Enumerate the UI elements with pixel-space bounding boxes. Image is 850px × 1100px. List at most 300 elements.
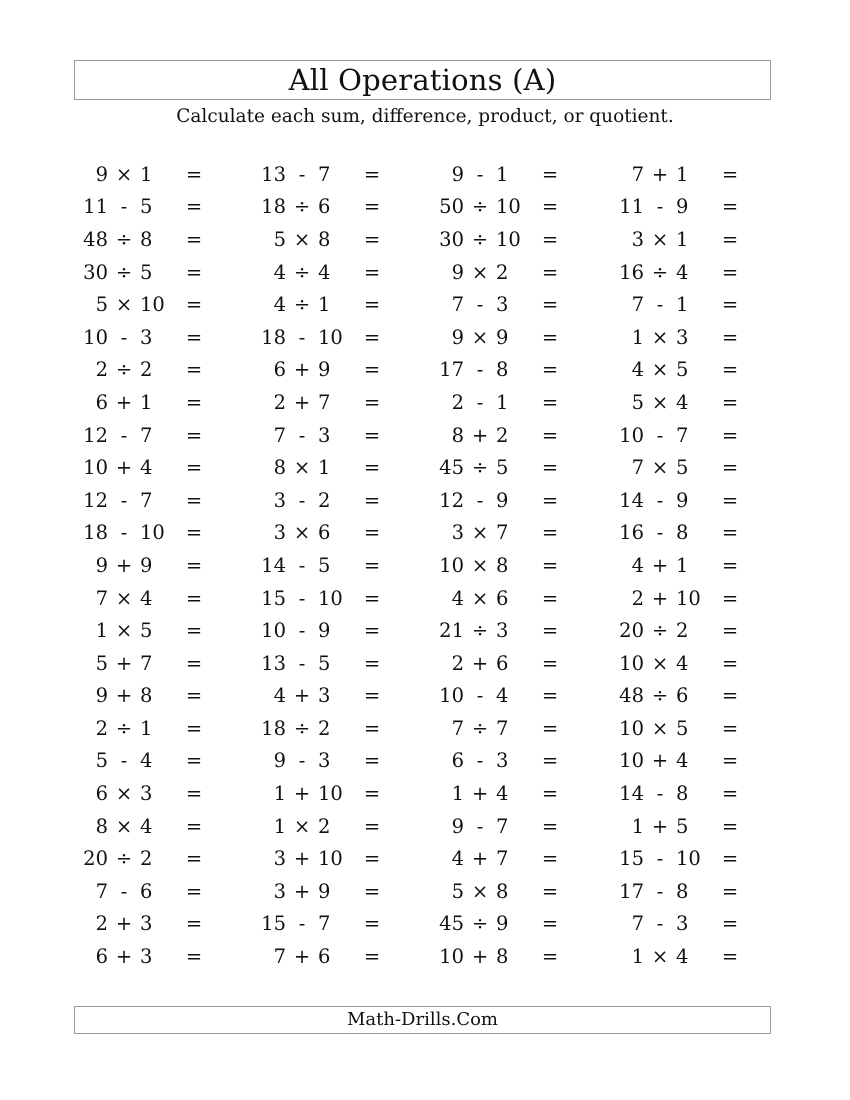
operand-b: 1 (318, 293, 331, 317)
operator: - (298, 423, 306, 447)
operand-a: 6 (95, 945, 108, 969)
operand-b: 8 (140, 227, 153, 251)
operand-a: 1 (273, 782, 286, 806)
problem (72, 680, 204, 713)
operand-a: 12 (83, 423, 108, 447)
equals-sign: = (541, 945, 559, 969)
equals-sign: = (721, 423, 739, 447)
operand-b: 8 (140, 684, 153, 708)
operand-a: 15 (261, 586, 286, 610)
operator: + (293, 782, 311, 806)
operand-b: 10 (318, 847, 343, 871)
problem-row (0, 745, 850, 778)
equals-sign: = (185, 912, 203, 936)
operand-a: 7 (451, 293, 464, 317)
operator: + (471, 782, 489, 806)
operand-b: 5 (676, 456, 689, 480)
operand-a: 10 (619, 651, 644, 675)
operand-b: 4 (140, 586, 153, 610)
operand-a: 14 (619, 488, 644, 512)
operand-b: 5 (676, 358, 689, 382)
operand-a: 17 (439, 358, 464, 382)
equals-sign: = (185, 227, 203, 251)
operator: + (471, 847, 489, 871)
operand-b: 1 (318, 456, 331, 480)
equals-sign: = (363, 749, 381, 773)
operator: - (656, 847, 664, 871)
equals-sign: = (363, 553, 381, 577)
operator: - (298, 586, 306, 610)
operand-b: 9 (318, 619, 331, 643)
problem-row (0, 256, 850, 289)
operand-a: 5 (95, 749, 108, 773)
operand-b: 2 (676, 619, 689, 643)
operand-a: 45 (439, 456, 464, 480)
operand-a: 18 (83, 521, 108, 545)
equals-sign: = (541, 684, 559, 708)
problem (250, 940, 382, 973)
operand-b: 6 (676, 684, 689, 708)
problem-row (0, 549, 850, 582)
problem (250, 386, 382, 419)
problem (250, 484, 382, 517)
operand-b: 3 (676, 325, 689, 349)
operator: - (656, 521, 664, 545)
operator: - (298, 619, 306, 643)
operator: - (476, 684, 484, 708)
equals-sign: = (721, 879, 739, 903)
operator: - (120, 749, 128, 773)
operand-b: 5 (318, 651, 331, 675)
problem-row (0, 680, 850, 713)
problem (72, 223, 204, 256)
operator: + (651, 749, 669, 773)
operand-a: 7 (631, 456, 644, 480)
problem (250, 647, 382, 680)
equals-sign: = (185, 586, 203, 610)
problem (250, 158, 382, 191)
operator: × (115, 586, 133, 610)
operand-b: 3 (140, 782, 153, 806)
equals-sign: = (541, 358, 559, 382)
equals-sign: = (541, 586, 559, 610)
operand-b: 7 (496, 814, 509, 838)
operator: - (656, 195, 664, 219)
operand-b: 3 (318, 749, 331, 773)
operand-b: 7 (140, 651, 153, 675)
problem (250, 777, 382, 810)
equals-sign: = (185, 814, 203, 838)
equals-sign: = (541, 227, 559, 251)
equals-sign: = (185, 879, 203, 903)
equals-sign: = (541, 782, 559, 806)
operator: ÷ (293, 195, 311, 219)
operator: × (471, 879, 489, 903)
operator: - (656, 293, 664, 317)
operand-a: 9 (451, 814, 464, 838)
problem-row (0, 484, 850, 517)
operator: + (293, 879, 311, 903)
problem (608, 680, 740, 713)
operand-b: 3 (140, 912, 153, 936)
equals-sign: = (185, 423, 203, 447)
equals-sign: = (185, 162, 203, 186)
problem (72, 647, 204, 680)
operator: × (651, 358, 669, 382)
problem (608, 223, 740, 256)
problem-row (0, 191, 850, 224)
operand-b: 2 (318, 716, 331, 740)
operator: × (651, 716, 669, 740)
operand-b: 10 (318, 586, 343, 610)
operand-a: 1 (631, 325, 644, 349)
problem-row (0, 517, 850, 550)
operand-a: 21 (439, 619, 464, 643)
problem-row (0, 842, 850, 875)
operand-b: 7 (496, 847, 509, 871)
problem-row (0, 158, 850, 191)
equals-sign: = (721, 684, 739, 708)
operator: - (120, 325, 128, 349)
equals-sign: = (541, 749, 559, 773)
problem (72, 875, 204, 908)
operator: × (651, 651, 669, 675)
equals-sign: = (185, 651, 203, 675)
problem (72, 712, 204, 745)
operand-a: 9 (95, 553, 108, 577)
operand-a: 3 (451, 521, 464, 545)
equals-sign: = (541, 162, 559, 186)
operand-b: 9 (318, 358, 331, 382)
operator: - (298, 651, 306, 675)
equals-sign: = (363, 945, 381, 969)
equals-sign: = (363, 195, 381, 219)
operand-b: 10 (318, 782, 343, 806)
operator: - (476, 814, 484, 838)
operator: × (115, 293, 133, 317)
operator: × (651, 945, 669, 969)
operator: ÷ (293, 260, 311, 284)
problem-grid (0, 158, 850, 973)
equals-sign: = (363, 651, 381, 675)
operand-b: 6 (496, 586, 509, 610)
operand-a: 10 (619, 749, 644, 773)
problem (608, 451, 740, 484)
equals-sign: = (363, 325, 381, 349)
operand-b: 6 (496, 651, 509, 675)
equals-sign: = (363, 619, 381, 643)
operand-b: 4 (676, 945, 689, 969)
equals-sign: = (363, 521, 381, 545)
operand-a: 1 (95, 619, 108, 643)
problem-row (0, 354, 850, 387)
operand-b: 9 (496, 488, 509, 512)
operator: - (298, 749, 306, 773)
operand-a: 2 (95, 912, 108, 936)
equals-sign: = (185, 260, 203, 284)
operand-b: 2 (140, 358, 153, 382)
operand-b: 3 (496, 749, 509, 773)
equals-sign: = (721, 619, 739, 643)
operand-b: 9 (318, 879, 331, 903)
problem (428, 158, 560, 191)
operator: + (651, 553, 669, 577)
operand-b: 8 (676, 782, 689, 806)
operator: - (298, 488, 306, 512)
problem (250, 321, 382, 354)
operand-a: 6 (273, 358, 286, 382)
operator: + (651, 586, 669, 610)
equals-sign: = (721, 586, 739, 610)
operand-b: 10 (140, 293, 165, 317)
problem (72, 745, 204, 778)
problem (428, 647, 560, 680)
operator: + (651, 162, 669, 186)
operand-b: 5 (140, 619, 153, 643)
equals-sign: = (363, 879, 381, 903)
operator: + (293, 847, 311, 871)
operand-a: 5 (95, 293, 108, 317)
problem-row (0, 386, 850, 419)
operator: + (651, 814, 669, 838)
operand-a: 3 (273, 847, 286, 871)
footer-brand: Math-Drills.Com (346, 1009, 498, 1030)
operand-a: 6 (95, 390, 108, 414)
operand-b: 5 (140, 260, 153, 284)
operand-a: 2 (95, 716, 108, 740)
operand-b: 8 (496, 879, 509, 903)
problem (250, 842, 382, 875)
operator: + (471, 423, 489, 447)
equals-sign: = (185, 390, 203, 414)
problem (428, 484, 560, 517)
problem (428, 386, 560, 419)
operand-a: 9 (273, 749, 286, 773)
problem-row (0, 614, 850, 647)
problem-row (0, 582, 850, 615)
operand-b: 9 (676, 195, 689, 219)
equals-sign: = (721, 488, 739, 512)
operator: - (656, 488, 664, 512)
operand-a: 12 (83, 488, 108, 512)
operator: - (298, 325, 306, 349)
operand-a: 7 (95, 879, 108, 903)
equals-sign: = (721, 651, 739, 675)
equals-sign: = (541, 456, 559, 480)
equals-sign: = (721, 456, 739, 480)
problem-row (0, 875, 850, 908)
operand-b: 10 (496, 227, 521, 251)
equals-sign: = (363, 716, 381, 740)
problem (72, 908, 204, 941)
equals-sign: = (721, 912, 739, 936)
equals-sign: = (541, 912, 559, 936)
equals-sign: = (185, 358, 203, 382)
operand-b: 8 (496, 358, 509, 382)
operand-a: 45 (439, 912, 464, 936)
problem (72, 842, 204, 875)
operator: ÷ (115, 260, 133, 284)
instructions: Calculate each sum, difference, product, or quotient. (176, 106, 674, 127)
problem (250, 712, 382, 745)
problem (428, 582, 560, 615)
operator: ÷ (115, 716, 133, 740)
operand-a: 9 (451, 260, 464, 284)
operator: + (115, 651, 133, 675)
problem (608, 517, 740, 550)
problem (250, 256, 382, 289)
operator: ÷ (651, 260, 669, 284)
problem-row (0, 647, 850, 680)
operator: + (293, 390, 311, 414)
problem (428, 549, 560, 582)
operand-a: 9 (95, 684, 108, 708)
operator: - (120, 195, 128, 219)
operand-b: 4 (676, 749, 689, 773)
equals-sign: = (541, 716, 559, 740)
operand-b: 4 (496, 684, 509, 708)
problem (608, 321, 740, 354)
problem-row (0, 419, 850, 452)
equals-sign: = (721, 847, 739, 871)
operand-a: 18 (261, 716, 286, 740)
operand-b: 9 (496, 325, 509, 349)
operator: × (293, 814, 311, 838)
equals-sign: = (541, 390, 559, 414)
operand-b: 4 (140, 749, 153, 773)
equals-sign: = (363, 162, 381, 186)
operand-b: 10 (318, 325, 343, 349)
operand-a: 1 (451, 782, 464, 806)
operand-b: 4 (496, 782, 509, 806)
equals-sign: = (541, 195, 559, 219)
equals-sign: = (541, 423, 559, 447)
equals-sign: = (721, 162, 739, 186)
equals-sign: = (363, 293, 381, 317)
operand-a: 15 (619, 847, 644, 871)
equals-sign: = (721, 195, 739, 219)
operand-a: 2 (273, 390, 286, 414)
equals-sign: = (185, 325, 203, 349)
equals-sign: = (363, 782, 381, 806)
problem (608, 288, 740, 321)
operator: - (298, 553, 306, 577)
operand-a: 13 (261, 162, 286, 186)
operand-a: 16 (619, 260, 644, 284)
operator: - (476, 162, 484, 186)
operand-a: 5 (95, 651, 108, 675)
operand-a: 4 (631, 358, 644, 382)
operator: - (656, 423, 664, 447)
problem (428, 517, 560, 550)
operand-a: 8 (273, 456, 286, 480)
operand-a: 7 (273, 945, 286, 969)
problem (428, 940, 560, 973)
operand-a: 7 (631, 162, 644, 186)
operand-a: 9 (95, 162, 108, 186)
operator: - (120, 879, 128, 903)
operand-a: 2 (631, 586, 644, 610)
operator: + (115, 456, 133, 480)
problem (250, 582, 382, 615)
operator: + (115, 684, 133, 708)
operand-a: 10 (619, 423, 644, 447)
problem (72, 354, 204, 387)
operand-a: 7 (631, 912, 644, 936)
problem (250, 875, 382, 908)
operand-b: 3 (140, 945, 153, 969)
operand-a: 15 (261, 912, 286, 936)
problem-row (0, 223, 850, 256)
operator: - (656, 782, 664, 806)
operand-a: 30 (439, 227, 464, 251)
operand-b: 5 (676, 716, 689, 740)
operand-b: 7 (140, 488, 153, 512)
problem (428, 223, 560, 256)
operand-a: 20 (619, 619, 644, 643)
equals-sign: = (363, 912, 381, 936)
operand-a: 50 (439, 195, 464, 219)
operator: × (651, 227, 669, 251)
operand-a: 10 (83, 456, 108, 480)
operator: - (120, 423, 128, 447)
operand-b: 6 (318, 945, 331, 969)
operator: + (471, 945, 489, 969)
operand-a: 18 (261, 325, 286, 349)
operand-b: 4 (676, 651, 689, 675)
operand-b: 3 (676, 912, 689, 936)
operand-b: 9 (496, 912, 509, 936)
problem (72, 614, 204, 647)
equals-sign: = (363, 390, 381, 414)
operator: - (476, 390, 484, 414)
problem (428, 451, 560, 484)
operator: ÷ (115, 847, 133, 871)
operator: ÷ (471, 456, 489, 480)
problem (608, 484, 740, 517)
equals-sign: = (541, 879, 559, 903)
equals-sign: = (185, 945, 203, 969)
equals-sign: = (541, 814, 559, 838)
operand-a: 4 (451, 586, 464, 610)
operator: ÷ (115, 227, 133, 251)
equals-sign: = (541, 521, 559, 545)
equals-sign: = (185, 293, 203, 317)
problem (428, 908, 560, 941)
operator: - (656, 879, 664, 903)
operator: × (293, 456, 311, 480)
equals-sign: = (185, 553, 203, 577)
operand-b: 1 (676, 227, 689, 251)
problem (250, 451, 382, 484)
operator: + (293, 684, 311, 708)
operator: ÷ (293, 716, 311, 740)
operand-b: 10 (676, 847, 701, 871)
operand-a: 1 (631, 945, 644, 969)
operator: + (115, 912, 133, 936)
equals-sign: = (363, 684, 381, 708)
equals-sign: = (363, 227, 381, 251)
operand-b: 2 (318, 488, 331, 512)
operator: × (471, 260, 489, 284)
operand-a: 10 (439, 945, 464, 969)
problem-row (0, 908, 850, 941)
problem (72, 386, 204, 419)
problem (428, 354, 560, 387)
problem (250, 614, 382, 647)
equals-sign: = (185, 195, 203, 219)
problem (428, 256, 560, 289)
